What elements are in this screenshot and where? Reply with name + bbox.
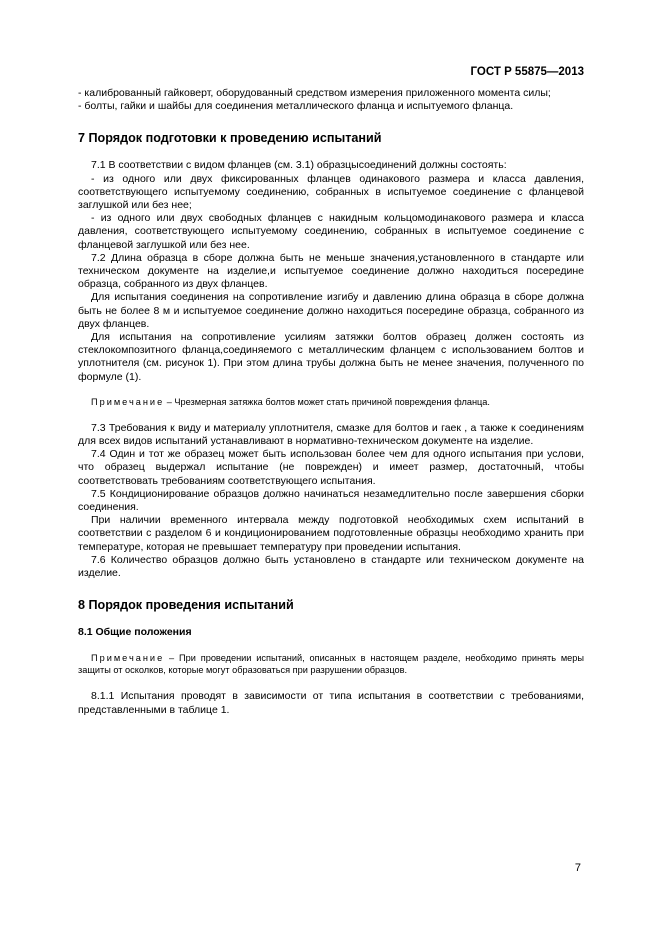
note-label: Примечание [91, 396, 165, 407]
paragraph-7-6: 7.6 Количество образцов должно быть установлено в стандарте или техническом документе на изделие. [78, 553, 584, 580]
paragraph-7-1: 7.1 В соответствии с видом фланцев (см. 3.1) образцысоединений должны состоять: [91, 159, 507, 172]
note-text: – При проведении испытаний, описанных в настоящем разделе, необходимо принять меры защиты от осколков, которые могут образоваться при разрушении образцов. [78, 653, 584, 676]
subsection-8-1-title: 8.1 Общие положения [78, 626, 192, 639]
list-item: - из одного или двух фиксированных фланцев одинакового размера и класса давления, соответствующего испытуемому соединению, собранных в испытуемое соединение с фланцевой заглушкой или без нее; [78, 172, 584, 212]
note-text: – Чрезмерная затяжка болтов может стать причиной повреждения фланца. [164, 396, 490, 407]
document-id: ГОСТ Р 55875—2013 [470, 66, 584, 78]
page-content [78, 87, 584, 717]
note-label: Примечание [91, 653, 165, 664]
paragraph: При наличии временного интервала между подготовкой необходимых схем испытаний в соответствии с разделом 6 и кондиционированием подготовленные образцы необходимо хранить при температуре, которая не превышает температуру при проведении испытания. [78, 514, 584, 553]
note [78, 652, 584, 676]
paragraph-7-4: 7.4 Один и тот же образец может быть использован более чем для одного испытания при услови, что образец выдержал испытание (не поврежден) и имеет размер, достаточный, чтобы соответствовать требованиям соответствующего испытания. [78, 448, 584, 487]
list-item: - калиброванный гайковерт, оборудованный средством измерения приложенного момента силы; [78, 87, 551, 99]
paragraph: Для испытания на сопротивление усилиям затяжки болтов образец должен состоять из стеклокомпозитного фланца,соединяемого с металлическим фланцем с использованием болтов и уплотнителя (см. рисунок 1). При этом длина трубы должна быть не менее значения, полученного по формуле (1). [78, 331, 584, 383]
list-item: - из одного или двух свободных фланцев с накидным кольцомодинакового размера и класса давления, соответствующего испытуемому соединению, собранных в испытуемое соединение с фланцевой заглушкой или без нее. [78, 212, 584, 251]
paragraph-8-1-1: 8.1.1 Испытания проводят в зависимости от типа испытания в соответствии с требованиями, представленными в таблице 1. [78, 690, 584, 716]
paragraph-7-2: 7.2 Длина образца в сборе должна быть не меньше значения,установленного в стандарте или техническом документе на изделие,и испытуемое соединение должно находиться посередине образца, собранного из двух фланцев. [78, 251, 584, 291]
paragraph: Для испытания соединения на сопротивление изгибу и давлению длина образца в сборе должна быть не более 8 м и испытуемое соединение должно находиться посередине образца, собранного из двух фланцев. [78, 291, 584, 330]
section-7-title: 7 Порядок подготовки к проведению испытаний [78, 131, 382, 146]
page-number: 7 [574, 862, 581, 874]
note [78, 396, 584, 408]
paragraph-7-3: 7.3 Требования к виду и материалу уплотнителя, смазке для болтов и гаек , а также к соединениям для всех видов испытаний устанавливают в нормативно-техническом документе на изделие. [78, 421, 584, 448]
paragraph-7-5: 7.5 Кондиционирование образцов должно начинаться незамедлительно после завершения сборки соединения. [78, 487, 584, 514]
list-item: - болты, гайки и шайбы для соединения металлического фланца и испытуемого фланца. [78, 100, 514, 113]
section-8-title: 8 Порядок проведения испытаний [78, 598, 294, 613]
